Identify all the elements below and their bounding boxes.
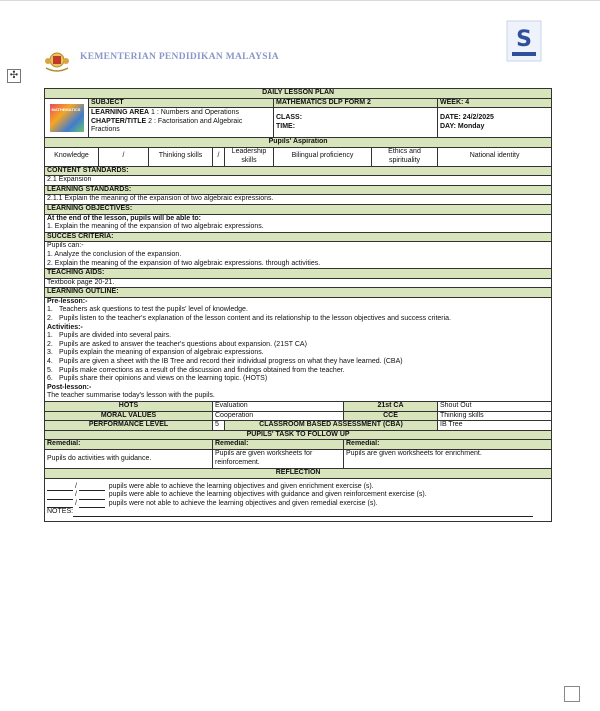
textbook-cover	[45, 98, 89, 137]
list-item: 6. Pupils share their opinions and views on the learning topic. (HOTS)	[47, 375, 268, 383]
blank-line	[79, 483, 105, 491]
notes-line: NOTES:	[47, 508, 549, 517]
aspiration-knowledge: Knowledge	[45, 147, 99, 166]
ca-label: 21st CA	[344, 402, 438, 412]
chapter-value: 2 : Factorisation and Algebraic Fractions	[91, 117, 243, 134]
moral-value: Cooperation	[213, 411, 344, 421]
lesson-plan-title: DAILY LESSON PLAN	[45, 89, 552, 99]
task-text-row	[45, 449, 552, 468]
pre-lesson-heading: Pre-lesson:-	[47, 297, 88, 305]
aspiration-ethics: Ethics and spirituality	[372, 147, 438, 166]
moral-row	[45, 411, 552, 421]
aspiration-thinking-mark: /	[213, 147, 225, 166]
list-item: 3. Pupils explain the meaning of expansion of algebraic expressions.	[47, 349, 264, 357]
moral-label: MORAL VALUES	[45, 411, 213, 421]
objectives-cell	[45, 214, 552, 232]
learning-standards-text: 2.1.1 Explain the meaning of the expansion of two algebraic expressions.	[45, 195, 552, 205]
week-value: WEEK: 4	[438, 98, 552, 108]
learning-area-cell	[89, 108, 274, 138]
reflection-line: / pupils were able to achieve the learning objectives and given enrichment exercise (s).	[47, 483, 549, 492]
hots-value: Evaluation	[213, 402, 344, 412]
task-heading: PUPILS' TASK TO FOLLOW UP	[45, 430, 552, 440]
objectives-heading: LEARNING OBJECTIVES:	[45, 204, 552, 214]
area-row	[45, 108, 552, 138]
date-day-cell	[438, 108, 552, 138]
list-item: 1. Teachers ask questions to test the pupils' level of knowledge.	[47, 306, 248, 314]
aspiration-knowledge-mark: /	[99, 147, 149, 166]
subject-row	[45, 98, 552, 108]
document-header	[44, 27, 564, 78]
teaching-aids-heading: TEACHING AIDS:	[45, 269, 552, 279]
objectives-text: 1. Explain the meaning of the expansion of two algebraic expressions.	[47, 223, 264, 231]
malaysia-crest-icon	[44, 50, 70, 72]
post-lesson-text: The teacher summarise today's lesson with the pupils.	[47, 392, 215, 400]
list-item: 2. Pupils listen to the teacher's explanation of the lesson content and its relationship to the lesson objectives and success criteria.	[47, 315, 452, 323]
list-item: 2. Pupils are asked to answer the teacher's questions about expansion. (21ST CA)	[47, 340, 307, 348]
task-col3-label: Remedial:	[344, 440, 552, 450]
activities-heading: Activities:-	[47, 323, 83, 331]
time-label: TIME:	[276, 122, 296, 130]
table-move-handle-icon[interactable]: ✣	[7, 69, 21, 83]
textbook-cover-icon	[50, 104, 84, 132]
aspiration-row	[45, 147, 552, 166]
aspiration-thinking: Thinking skills	[149, 147, 213, 166]
aspiration-heading-row	[45, 137, 552, 147]
task-col3-text: Pupils are given worksheets for enrichment.	[344, 449, 552, 468]
blank-line	[47, 500, 73, 508]
hots-label: HOTS	[45, 402, 213, 412]
class-label: CLASS:	[276, 113, 303, 121]
svg-text:S: S	[516, 27, 532, 52]
content-standards-heading: CONTENT STANDARDS:	[45, 166, 552, 176]
hots-row	[45, 402, 552, 412]
criteria-item: 2. Explain the meaning of the expansion of two algebraic expressions. through activities.	[47, 259, 321, 267]
learning-standards-heading: LEARNING STANDARDS:	[45, 185, 552, 195]
list-item: 1. Pupils are divided into several pairs.	[47, 332, 172, 340]
subject-label: SUBJECT	[89, 98, 274, 108]
performance-value: 5	[213, 421, 225, 431]
reflection-line: / pupils were able to achieve the learning objectives with guidance and given reinforcement exercise (s).	[47, 491, 549, 500]
teaching-aids-text: Textbook page 20-21.	[45, 278, 552, 288]
page-corner-checkbox[interactable]	[564, 686, 580, 702]
cce-label: CCE	[344, 411, 438, 421]
performance-label: PERFORMANCE LEVEL	[45, 421, 213, 431]
criteria-heading: SUCCES CRITERIA:	[45, 232, 552, 242]
criteria-cell	[45, 242, 552, 269]
learning-outline-heading: LEARNING OUTLINE:	[45, 288, 552, 298]
learning-area-value: 1 : Numbers and Operations	[149, 109, 239, 117]
ca-value: Shout Out	[438, 402, 552, 412]
learning-outline-cell	[45, 297, 552, 401]
textbook-cover-title: MATHEMATICS	[51, 106, 81, 112]
chapter-label: CHAPTER/TITLE	[91, 117, 147, 125]
reflection-line: / pupils were not able to achieve the learning objectives and given remedial exercise (s).	[47, 500, 549, 509]
reflection-cell	[45, 478, 552, 521]
ministry-name: KEMENTERIAN PENDIDIKAN MALAYSIA	[80, 52, 279, 62]
cba-value: IB Tree	[438, 421, 552, 431]
task-col2-label: Remedial:	[213, 440, 344, 450]
blank-line	[47, 483, 73, 491]
blank-line	[79, 500, 105, 508]
task-col1-text: Pupils do activities with guidance.	[45, 449, 213, 468]
performance-row	[45, 421, 552, 431]
learning-area-label: LEARNING AREA	[91, 109, 150, 117]
aspiration-bilingual: Bilingual proficiency	[274, 147, 372, 166]
reflection-heading: REFLECTION	[45, 468, 552, 478]
objectives-lead: At the end of the lesson, pupils will be able to:	[47, 214, 202, 222]
aspiration-national: National identity	[438, 147, 552, 166]
content-standards-text: 2.1 Expansion	[45, 176, 552, 186]
blank-line	[47, 492, 73, 500]
school-logo-icon	[506, 20, 542, 62]
list-item: 4. Pupils are given a sheet with the IB Tree and record their individual progress on what they have learned. (CBA)	[47, 358, 403, 366]
aspiration-leadership: Leadership skills	[225, 147, 274, 166]
task-labels-row	[45, 440, 552, 450]
day-value: DAY: Monday	[440, 122, 485, 130]
post-lesson-heading: Post-lesson:-	[47, 383, 92, 391]
cba-label: CLASSROOM BASED ASSESSMENT (CBA)	[225, 421, 438, 431]
criteria-item: 1. Analyze the conclusion of the expansion.	[47, 250, 182, 258]
title-row	[45, 89, 552, 99]
class-time-cell	[274, 108, 438, 138]
lesson-plan-table	[44, 88, 552, 522]
criteria-lead: Pupils can:-	[47, 242, 84, 250]
cce-value: Thinking skills	[438, 411, 552, 421]
list-item: 5. Pupils make corrections as a result of the discussion and findings obtained from the teacher.	[47, 366, 345, 374]
aspiration-heading: Pupils' Aspiration	[45, 137, 552, 147]
task-col2-text: Pupils are given worksheets for reinforcement.	[213, 449, 344, 468]
page-top-border	[0, 0, 600, 5]
notes-blank-line	[73, 509, 533, 517]
blank-line	[79, 492, 105, 500]
subject-value: MATHEMATICS DLP FORM 2	[274, 98, 438, 108]
date-value: DATE: 24/2/2025	[440, 113, 494, 121]
task-col1-label: Remedial:	[45, 440, 213, 450]
